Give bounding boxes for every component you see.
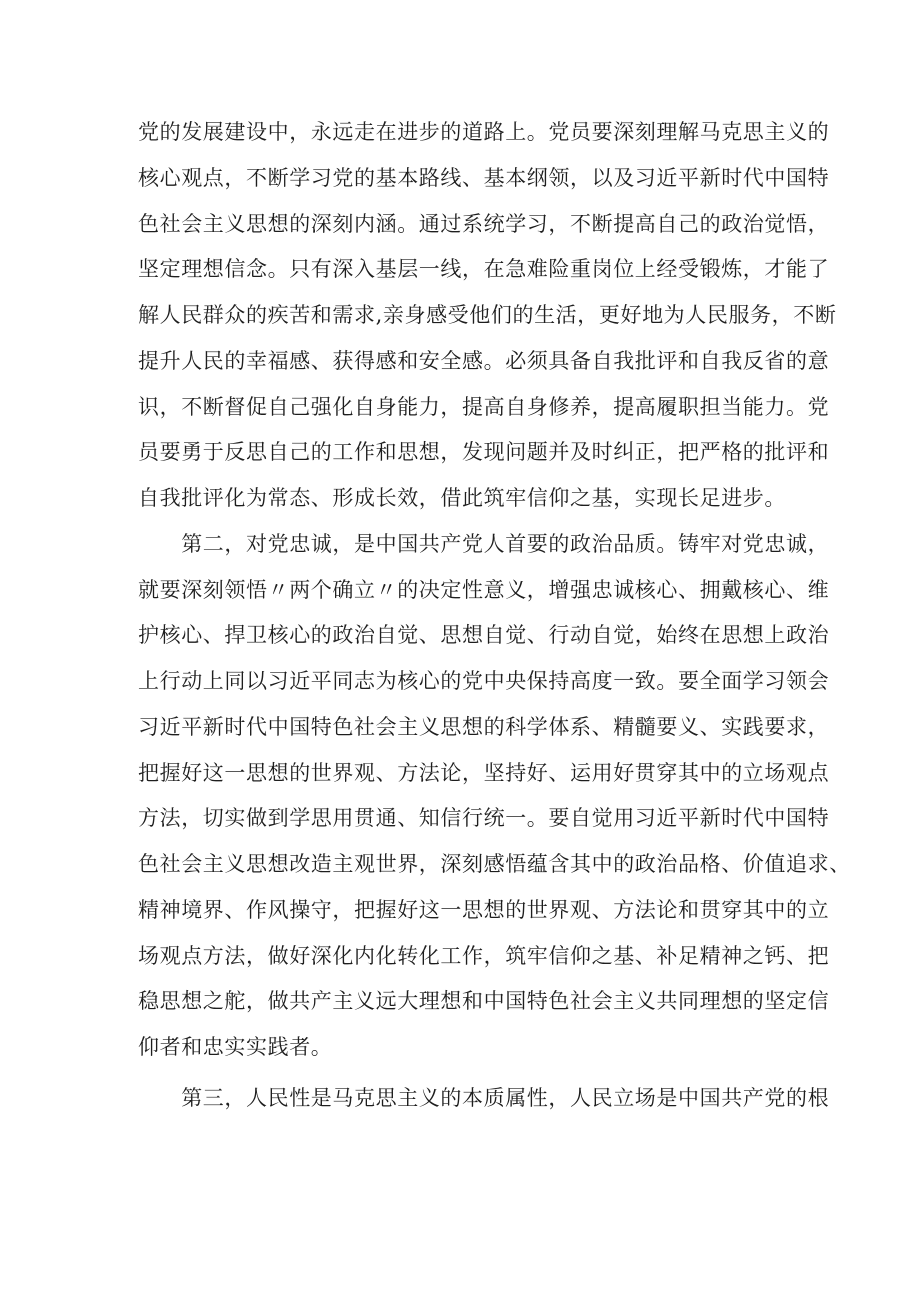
text-line: 稳思想之舵，做共产主义远大理想和中国特色社会主义共同理想的坚定信 bbox=[138, 989, 830, 1014]
text-line: 第三，人民性是马克思主义的本质属性，人民立场是中国共产党的根 bbox=[138, 1085, 830, 1110]
text-line: 方法，切实做到学思用贯通、知信行统一。要自觉用习近平新时代中国特 bbox=[138, 806, 830, 831]
text-line: 色社会主义思想改造主观世界，深刻感悟蕴含其中的政治品格、价值追求、 bbox=[138, 852, 851, 876]
text-line: 精神境界、作风操守，把握好这一思想的世界观、方法论和贯穿其中的立 bbox=[138, 897, 830, 922]
text-line: 坚定理想信念。只有深入基层一线，在急难险重岗位上经受锻炼，才能了 bbox=[138, 257, 830, 282]
text-line: 解人民群众的疾苦和需求,亲身感受他们的生活，更好地为人民服务，不断 bbox=[138, 303, 837, 327]
text-line: 核心观点，不断学习党的基本路线、基本纲领，以及习近平新时代中国特 bbox=[138, 165, 830, 190]
text-line: 党的发展建设中，永远走在进步的道路上。党员要深刻理解马克思主义的 bbox=[138, 120, 830, 144]
text-line: 把握好这一思想的世界观、方法论，坚持好、运用好贯穿其中的立场观点 bbox=[138, 760, 830, 785]
text-line: 上行动上同以习近平同志为核心的党中央保持高度一致。要全面学习领会 bbox=[138, 669, 830, 693]
text-line: 提升人民的幸福感、获得感和安全感。必须具备自我批评和自我反省的意 bbox=[138, 348, 830, 373]
text-line: 员要勇于反思自己的工作和思想，发现问题并及时纠正，把严格的批评和 bbox=[138, 440, 830, 465]
text-line: 习近平新时代中国特色社会主义思想的科学体系、精髓要义、实践要求， bbox=[138, 714, 830, 739]
text-line: 色社会主义思想的深刻内涵。通过系统学习，不断提高自己的政治觉悟， bbox=[138, 211, 830, 236]
text-line: 场观点方法，做好深化内化转化工作，筑牢信仰之基、补足精神之钙、把 bbox=[138, 943, 830, 968]
text-line: 自我批评化为常态、形成长效，借此筑牢信仰之基，实现长足进步。 bbox=[138, 486, 786, 510]
text-line: 护核心、捍卫核心的政治自觉、思想自觉、行动自觉，始终在思想上政治 bbox=[138, 623, 830, 648]
text-line: 第二，对党忠诚，是中国共产党人首要的政治品质。铸牢对党忠诚， bbox=[138, 531, 830, 556]
paragraph-2 bbox=[138, 522, 851, 1071]
body-text bbox=[138, 110, 851, 1122]
text-line: 识，不断督促自己强化自身能力，提高自身修养，提高履职担当能力。党 bbox=[138, 394, 830, 419]
paragraph-3 bbox=[138, 1076, 830, 1122]
text-line: 就要深刻领悟〃两个确立〃的决定性意义，增强忠诚核心、拥戴核心、维 bbox=[138, 577, 830, 602]
text-line: 仰者和忠实实践者。 bbox=[138, 1035, 333, 1059]
paragraph-1 bbox=[138, 110, 837, 522]
